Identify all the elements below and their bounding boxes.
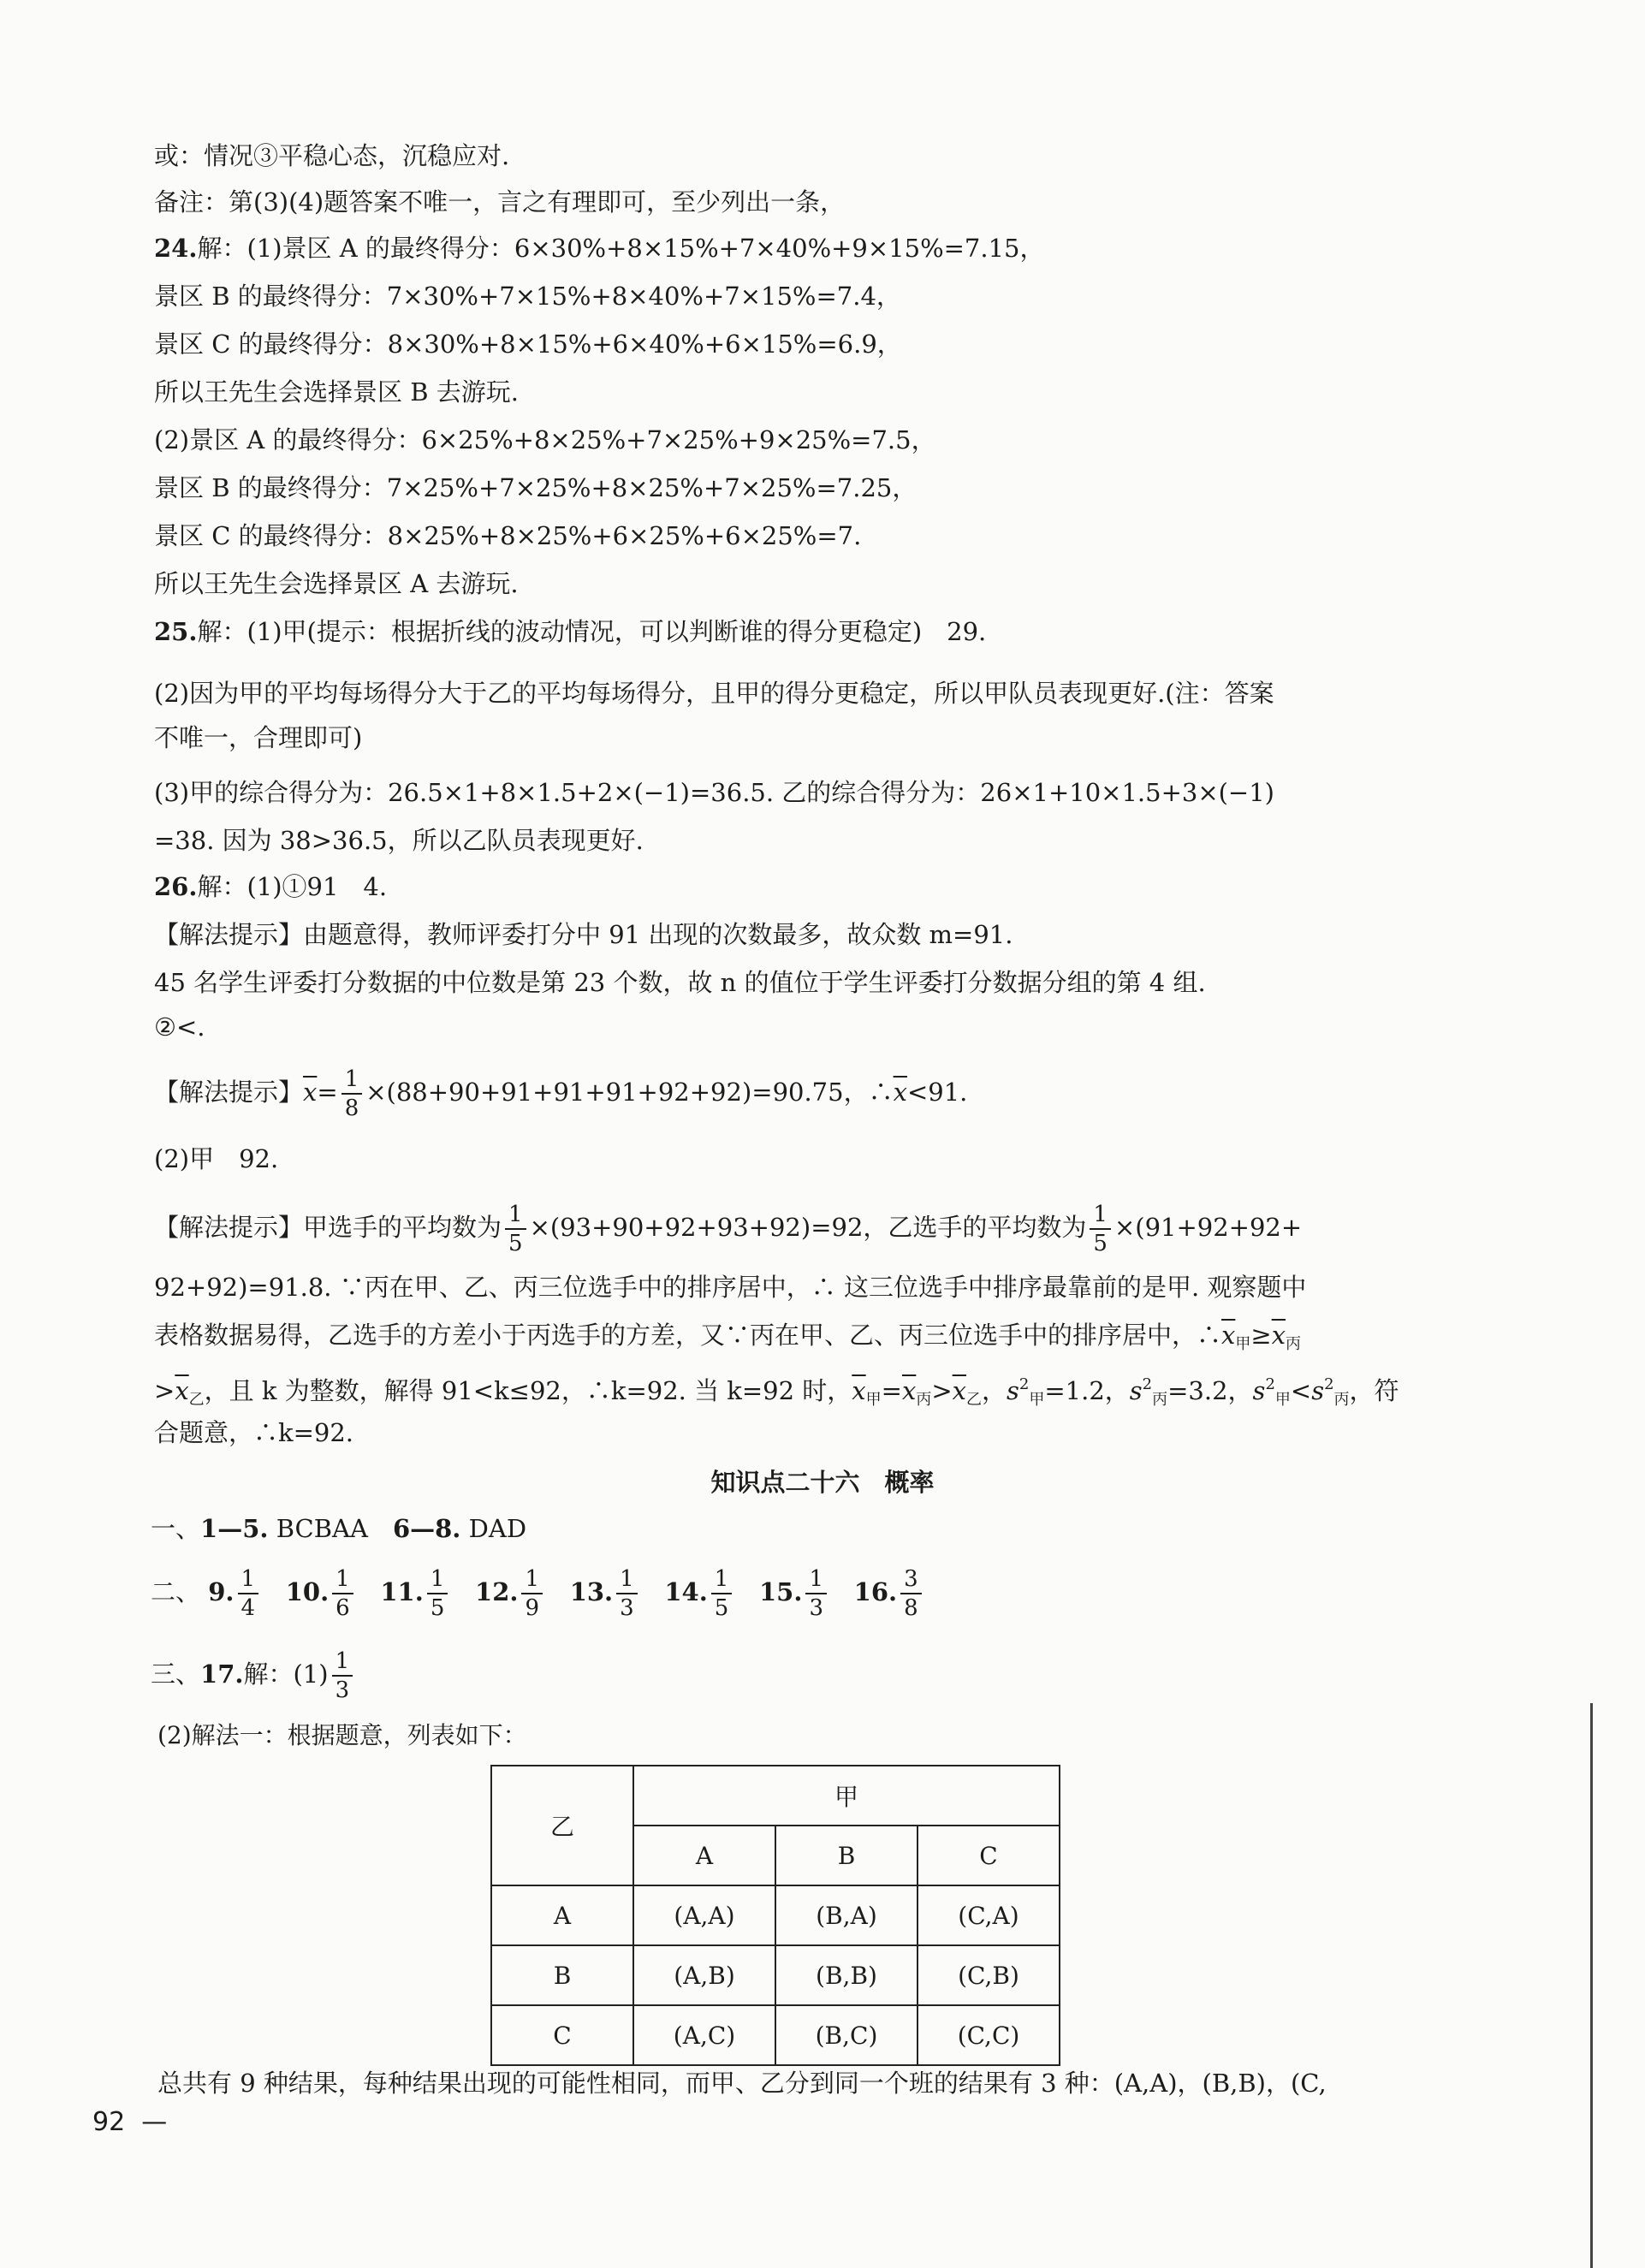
problem-number: 26. <box>154 872 198 901</box>
line-last: 总共有 9 种结果，每种结果出现的可能性相同，而甲、乙分到同一个班的结果有 3 种：(A,A)，(B,B)，(C, <box>157 2069 1327 2098</box>
line-5: 景区 C 的最终得分：8×30%+8×15%+6×40%+6×15%=6.9， <box>154 330 902 359</box>
table-row: A (A,A) (B,A) (C,A) <box>491 1885 1060 1945</box>
line-16: 26.解：(1)①91 4. <box>154 872 388 901</box>
fraction: $\frac{1}{8}$ <box>341 1068 363 1119</box>
line-27: 表格数据易得，乙选手的方差小于丙选手的方差，又∵丙在甲、乙、丙三位选手中的排序居中，$\therefore\overline{x}_甲\ge\overline{x}_丙$ <box>154 1321 1302 1353</box>
line-hint-avg: 【解法提示】甲选手的平均数为 $\frac{1}{5}$ ×(93+90+92+93+92)=92，乙选手的平均数为 $\frac{1}{5}$ ×(91+92+92+ <box>154 1202 1303 1256</box>
line-11: 25.解：(1)甲(提示：根据折线的波动情况，可以判断谁的得分更稳定) 29. <box>154 617 987 646</box>
line-9: 景区 C 的最终得分：8×25%+8×25%+6×25%+6×25%=7. <box>154 521 862 550</box>
col-header: A <box>633 1826 775 1885</box>
table-top-header: 甲 <box>633 1766 1060 1826</box>
problem-number: 24. <box>154 234 198 263</box>
section-title: 知识点二十六 概率 <box>710 1468 935 1497</box>
table-intro: (2)解法一：根据题意，列表如下： <box>157 1721 527 1749</box>
row-header: A <box>491 1885 633 1945</box>
table-row: B (A,B) (B,B) (C,B) <box>491 1945 1060 2005</box>
line-15: =38. 因为 38>36.5，所以乙队员表现更好. <box>154 826 644 855</box>
line-1: 或：情况③平稳心态，沉稳应对. <box>154 141 510 170</box>
line-7: (2)景区 A 的最终得分：6×25%+8×25%+7×25%+9×25%=7.5， <box>154 425 936 454</box>
line-hint-mean: 【解法提示】$\overline{x}=$ $\frac{1}{8}$ ×(88+90+91+91+91+92+92)=90.75，$\therefore\overline{x}<91$. <box>154 1066 968 1121</box>
line-22: (2)甲 92. <box>154 1144 279 1173</box>
line-2: 备注：第(3)(4)题答案不唯一，言之有理即可，至少列出一条， <box>154 187 846 217</box>
line-8: 景区 B 的最终得分：7×25%+7×25%+8×25%+7×25%=7.25， <box>154 473 918 502</box>
line-6: 所以王先生会选择景区 B 去游玩. <box>154 377 519 407</box>
line-13: 不唯一，合理即可) <box>154 723 363 752</box>
line-18: 45 名学生评委打分数据的中位数是第 23 个数，故 n 的值位于学生评委打分数据分组的第 4 组. <box>154 968 1206 997</box>
line-17: 【解法提示】由题意得，教师评委打分中 91 出现的次数最多，故众数 m=91. <box>154 920 1013 949</box>
table-row: C (A,C) (B,C) (C,C) <box>491 2005 1060 2065</box>
line-10: 所以王先生会选择景区 A 去游玩. <box>154 569 519 598</box>
line-28: $>\overline{x}_乙$，且 k 为整数，解得 91<k≤92，∴k=92. 当 k=92 时，$\overline{x}_甲=\overline{x}_丙>\overline{x}_乙$，$s^2_甲=1.2$，$s^2_丙=3.2$，$s^2_甲<s^2_丙$，符 <box>154 1375 1399 1409</box>
line-4: 景区 B 的最终得分：7×30%+7×15%+8×40%+7×15%=7.4， <box>154 282 901 311</box>
mc-answers: 一、1—5. BCBAA 6—8. DAD <box>151 1514 527 1543</box>
line-26: 92+92)=91.8. ∵丙在甲、乙、丙三位选手中的排序居中，∴ 这三位选手中排序最靠前的是甲. 观察题中 <box>154 1273 1307 1302</box>
row-header: C <box>491 2005 633 2065</box>
problem-number: 25. <box>154 617 198 646</box>
col-header: B <box>775 1826 918 1885</box>
col-header: C <box>918 1826 1060 1885</box>
blank-answers: 二、 9. $\frac{1}{4}$ 10. $\frac{1}{6}$ 11. $\frac{1}{5}$ 12. $\frac{1}{9}$ 13. $\frac{1}{3}$ 14. $\frac{1}{5}$ 15. $\frac{1}{3}$ 16. $\frac{3}{8}$ <box>151 1568 925 1619</box>
page-number: 92 — <box>92 2107 168 2137</box>
line-29: 合题意，∴k=92. <box>154 1418 353 1447</box>
q17-line: 三、17.解：(1) $\frac{1}{3}$ <box>151 1650 356 1701</box>
outcome-table <box>490 1765 1060 2066</box>
line-14: (3)甲的综合得分为：26.5×1+8×1.5+2×(−1)=36.5. 乙的综合得分为：26×1+10×1.5+3×(−1) <box>154 778 1274 807</box>
table-corner: 乙 <box>491 1766 633 1885</box>
row-header: B <box>491 1945 633 2005</box>
line-3: 24.解：(1)景区 A 的最终得分：6×30%+8×15%+7×40%+9×15%=7.15， <box>154 234 1045 263</box>
fraction: $\frac{1}{5}$ <box>1090 1203 1111 1255</box>
page-edge-divider <box>1590 1703 1593 2268</box>
line-12: (2)因为甲的平均每场得分大于乙的平均每场得分，且甲的得分更稳定，所以甲队员表现更好.(注：答案 <box>154 679 1274 708</box>
line-19: ②<. <box>154 1012 205 1042</box>
fraction: $\frac{1}{5}$ <box>505 1203 526 1255</box>
